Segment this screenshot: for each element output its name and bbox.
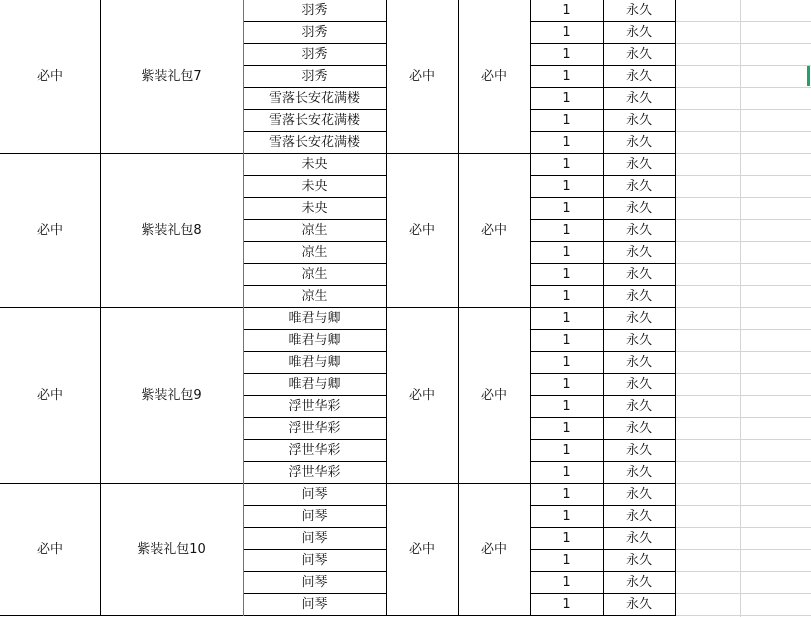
group-border — [0, 483, 243, 484]
row-border — [243, 329, 386, 330]
selected-cell-indicator — [807, 66, 810, 86]
quantity-cell[interactable]: 1 — [562, 2, 571, 18]
duration-cell[interactable]: 永久 — [625, 200, 652, 216]
item-name-cell[interactable]: 问琴 — [301, 574, 328, 590]
quantity-cell[interactable]: 1 — [562, 222, 571, 238]
empty-row-gridline — [675, 21, 811, 22]
item-name-cell[interactable]: 羽秀 — [301, 46, 328, 62]
row-border — [243, 351, 386, 352]
group-border — [0, 153, 243, 154]
item-name-cell[interactable]: 唯君与卿 — [288, 310, 341, 326]
duration-cell[interactable]: 永久 — [625, 552, 652, 568]
quantity-cell[interactable]: 1 — [562, 508, 571, 524]
item-name-cell[interactable]: 浮世华彩 — [288, 420, 341, 436]
item-name-cell[interactable]: 凉生 — [301, 266, 328, 282]
item-name-cell[interactable]: 凉生 — [301, 288, 328, 304]
merged-cell-guarantee[interactable]: 必中 — [408, 387, 435, 403]
merged-cell-package-name[interactable]: 紫装礼包8 — [141, 222, 202, 238]
row-border — [243, 461, 386, 462]
row-border — [243, 571, 386, 572]
empty-row-gridline — [675, 43, 811, 44]
item-name-cell[interactable]: 浮世华彩 — [288, 464, 341, 480]
quantity-cell[interactable]: 1 — [562, 574, 571, 590]
empty-row-gridline — [675, 197, 811, 198]
row-border — [243, 593, 386, 594]
item-name-cell[interactable]: 雪落长安花满楼 — [268, 90, 360, 106]
row-border — [243, 109, 386, 110]
quantity-cell[interactable]: 1 — [562, 24, 571, 40]
empty-row-gridline — [675, 219, 811, 220]
merged-cell-guarantee[interactable]: 必中 — [36, 68, 63, 84]
duration-cell[interactable]: 永久 — [625, 464, 652, 480]
empty-row-gridline — [675, 131, 811, 132]
quantity-cell[interactable]: 1 — [562, 376, 571, 392]
item-name-cell[interactable]: 问琴 — [301, 486, 328, 502]
empty-row-gridline — [675, 241, 811, 242]
empty-row-gridline — [675, 87, 811, 88]
row-border — [243, 307, 386, 308]
duration-cell[interactable]: 永久 — [625, 420, 652, 436]
duration-cell[interactable]: 永久 — [625, 156, 652, 172]
row-border — [243, 131, 386, 132]
row-border — [243, 615, 386, 616]
quantity-cell[interactable]: 1 — [562, 156, 571, 172]
duration-cell[interactable]: 永久 — [625, 68, 652, 84]
empty-row-gridline — [675, 175, 811, 176]
quantity-cell[interactable]: 1 — [562, 46, 571, 62]
item-name-cell[interactable]: 羽秀 — [301, 2, 328, 18]
duration-cell[interactable]: 永久 — [625, 376, 652, 392]
item-name-cell[interactable]: 凉生 — [301, 244, 328, 260]
item-name-cell[interactable]: 未央 — [301, 200, 328, 216]
merged-cell-package-name[interactable]: 紫装礼包9 — [141, 387, 202, 403]
empty-row-gridline — [675, 571, 811, 572]
quantity-cell[interactable]: 1 — [562, 134, 571, 150]
duration-cell[interactable]: 永久 — [625, 134, 652, 150]
quantity-cell[interactable]: 1 — [562, 310, 571, 326]
quantity-cell[interactable]: 1 — [562, 552, 571, 568]
duration-cell[interactable]: 永久 — [625, 332, 652, 348]
duration-cell[interactable]: 永久 — [625, 24, 652, 40]
item-name-cell[interactable]: 羽秀 — [301, 24, 328, 40]
column-border — [458, 0, 459, 616]
duration-cell[interactable]: 永久 — [625, 354, 652, 370]
item-name-cell[interactable]: 浮世华彩 — [288, 442, 341, 458]
item-name-cell[interactable]: 问琴 — [301, 530, 328, 546]
item-name-cell[interactable]: 雪落长安花满楼 — [268, 134, 360, 150]
duration-cell[interactable]: 永久 — [625, 288, 652, 304]
empty-row-gridline — [675, 285, 811, 286]
row-border — [243, 43, 386, 44]
item-name-cell[interactable]: 问琴 — [301, 508, 328, 524]
row-border — [243, 175, 386, 176]
empty-row-gridline — [675, 549, 811, 550]
group-border — [0, 307, 243, 308]
merged-cell-guarantee[interactable]: 必中 — [36, 387, 63, 403]
item-name-cell[interactable]: 唯君与卿 — [288, 332, 341, 348]
duration-cell[interactable]: 永久 — [625, 310, 652, 326]
duration-cell[interactable]: 永久 — [625, 508, 652, 524]
duration-cell[interactable]: 永久 — [625, 530, 652, 546]
quantity-cell[interactable]: 1 — [562, 530, 571, 546]
row-border — [243, 527, 386, 528]
row-border — [243, 417, 386, 418]
column-border — [603, 0, 604, 616]
item-name-cell[interactable]: 未央 — [301, 156, 328, 172]
empty-row-gridline — [675, 307, 811, 308]
merged-cell-guarantee[interactable]: 必中 — [480, 68, 507, 84]
row-border — [243, 483, 386, 484]
quantity-cell[interactable]: 1 — [562, 442, 571, 458]
quantity-cell[interactable]: 1 — [562, 266, 571, 282]
row-border — [243, 21, 386, 22]
column-border — [675, 0, 676, 616]
row-border — [243, 285, 386, 286]
empty-row-gridline — [675, 505, 811, 506]
row-border — [243, 439, 386, 440]
duration-cell[interactable]: 永久 — [625, 244, 652, 260]
empty-row-gridline — [675, 417, 811, 418]
empty-row-gridline — [675, 395, 811, 396]
row-border — [243, 263, 386, 264]
duration-cell[interactable]: 永久 — [625, 596, 652, 612]
quantity-cell[interactable]: 1 — [562, 464, 571, 480]
duration-cell[interactable]: 永久 — [625, 398, 652, 414]
empty-row-gridline — [675, 593, 811, 594]
duration-cell[interactable]: 永久 — [625, 178, 652, 194]
empty-column-gridline — [740, 0, 741, 617]
column-border — [100, 0, 101, 616]
quantity-cell[interactable]: 1 — [562, 398, 571, 414]
duration-cell[interactable]: 永久 — [625, 442, 652, 458]
quantity-cell[interactable]: 1 — [562, 244, 571, 260]
quantity-cell[interactable]: 1 — [562, 354, 571, 370]
empty-row-gridline — [675, 439, 811, 440]
empty-row-gridline — [675, 615, 811, 616]
column-border-highlight — [243, 0, 244, 616]
row-border — [243, 219, 386, 220]
item-name-cell[interactable]: 问琴 — [301, 552, 328, 568]
quantity-cell[interactable]: 1 — [562, 178, 571, 194]
duration-cell[interactable]: 永久 — [625, 574, 652, 590]
empty-row-gridline — [675, 65, 811, 66]
empty-row-gridline — [675, 461, 811, 462]
merged-cell-guarantee[interactable]: 必中 — [408, 541, 435, 557]
quantity-cell[interactable]: 1 — [562, 486, 571, 502]
duration-cell[interactable]: 永久 — [625, 46, 652, 62]
item-name-cell[interactable]: 唯君与卿 — [288, 376, 341, 392]
row-border — [243, 395, 386, 396]
empty-row-gridline — [675, 527, 811, 528]
item-name-cell[interactable]: 羽秀 — [301, 68, 328, 84]
item-name-cell[interactable]: 雪落长安花满楼 — [268, 112, 360, 128]
merged-cell-guarantee[interactable]: 必中 — [408, 68, 435, 84]
merged-cell-guarantee[interactable]: 必中 — [36, 222, 63, 238]
merged-cell-guarantee[interactable]: 必中 — [36, 541, 63, 557]
duration-cell[interactable]: 永久 — [625, 2, 652, 18]
merged-cell-guarantee[interactable]: 必中 — [480, 387, 507, 403]
merged-cell-guarantee[interactable]: 必中 — [480, 541, 507, 557]
item-name-cell[interactable]: 问琴 — [301, 596, 328, 612]
item-name-cell[interactable]: 凉生 — [301, 222, 328, 238]
empty-row-gridline — [675, 483, 811, 484]
duration-cell[interactable]: 永久 — [625, 266, 652, 282]
quantity-cell[interactable]: 1 — [562, 90, 571, 106]
quantity-cell[interactable]: 1 — [562, 596, 571, 612]
quantity-cell[interactable]: 1 — [562, 68, 571, 84]
merged-cell-package-name[interactable]: 紫装礼包7 — [141, 68, 202, 84]
quantity-cell[interactable]: 1 — [562, 332, 571, 348]
item-name-cell[interactable]: 未央 — [301, 178, 328, 194]
empty-row-gridline — [675, 263, 811, 264]
empty-row-gridline — [675, 329, 811, 330]
quantity-cell[interactable]: 1 — [562, 200, 571, 216]
empty-row-gridline — [675, 109, 811, 110]
merged-cell-guarantee[interactable]: 必中 — [408, 222, 435, 238]
duration-cell[interactable]: 永久 — [625, 222, 652, 238]
row-border — [243, 241, 386, 242]
row-border — [243, 153, 386, 154]
row-border — [243, 505, 386, 506]
item-name-cell[interactable]: 唯君与卿 — [288, 354, 341, 370]
empty-row-gridline — [675, 351, 811, 352]
item-name-cell[interactable]: 浮世华彩 — [288, 398, 341, 414]
quantity-cell[interactable]: 1 — [562, 420, 571, 436]
column-border — [530, 0, 531, 616]
row-border — [243, 87, 386, 88]
duration-cell[interactable]: 永久 — [625, 486, 652, 502]
row-border — [243, 549, 386, 550]
merged-cell-package-name[interactable]: 紫装礼包10 — [137, 541, 206, 557]
column-border — [386, 0, 387, 616]
merged-cell-guarantee[interactable]: 必中 — [480, 222, 507, 238]
quantity-cell[interactable]: 1 — [562, 288, 571, 304]
empty-row-gridline — [675, 153, 811, 154]
quantity-cell[interactable]: 1 — [562, 112, 571, 128]
row-border — [243, 65, 386, 66]
row-border — [243, 373, 386, 374]
row-border — [243, 197, 386, 198]
group-border — [0, 615, 243, 616]
duration-cell[interactable]: 永久 — [625, 112, 652, 128]
duration-cell[interactable]: 永久 — [625, 90, 652, 106]
empty-row-gridline — [675, 373, 811, 374]
